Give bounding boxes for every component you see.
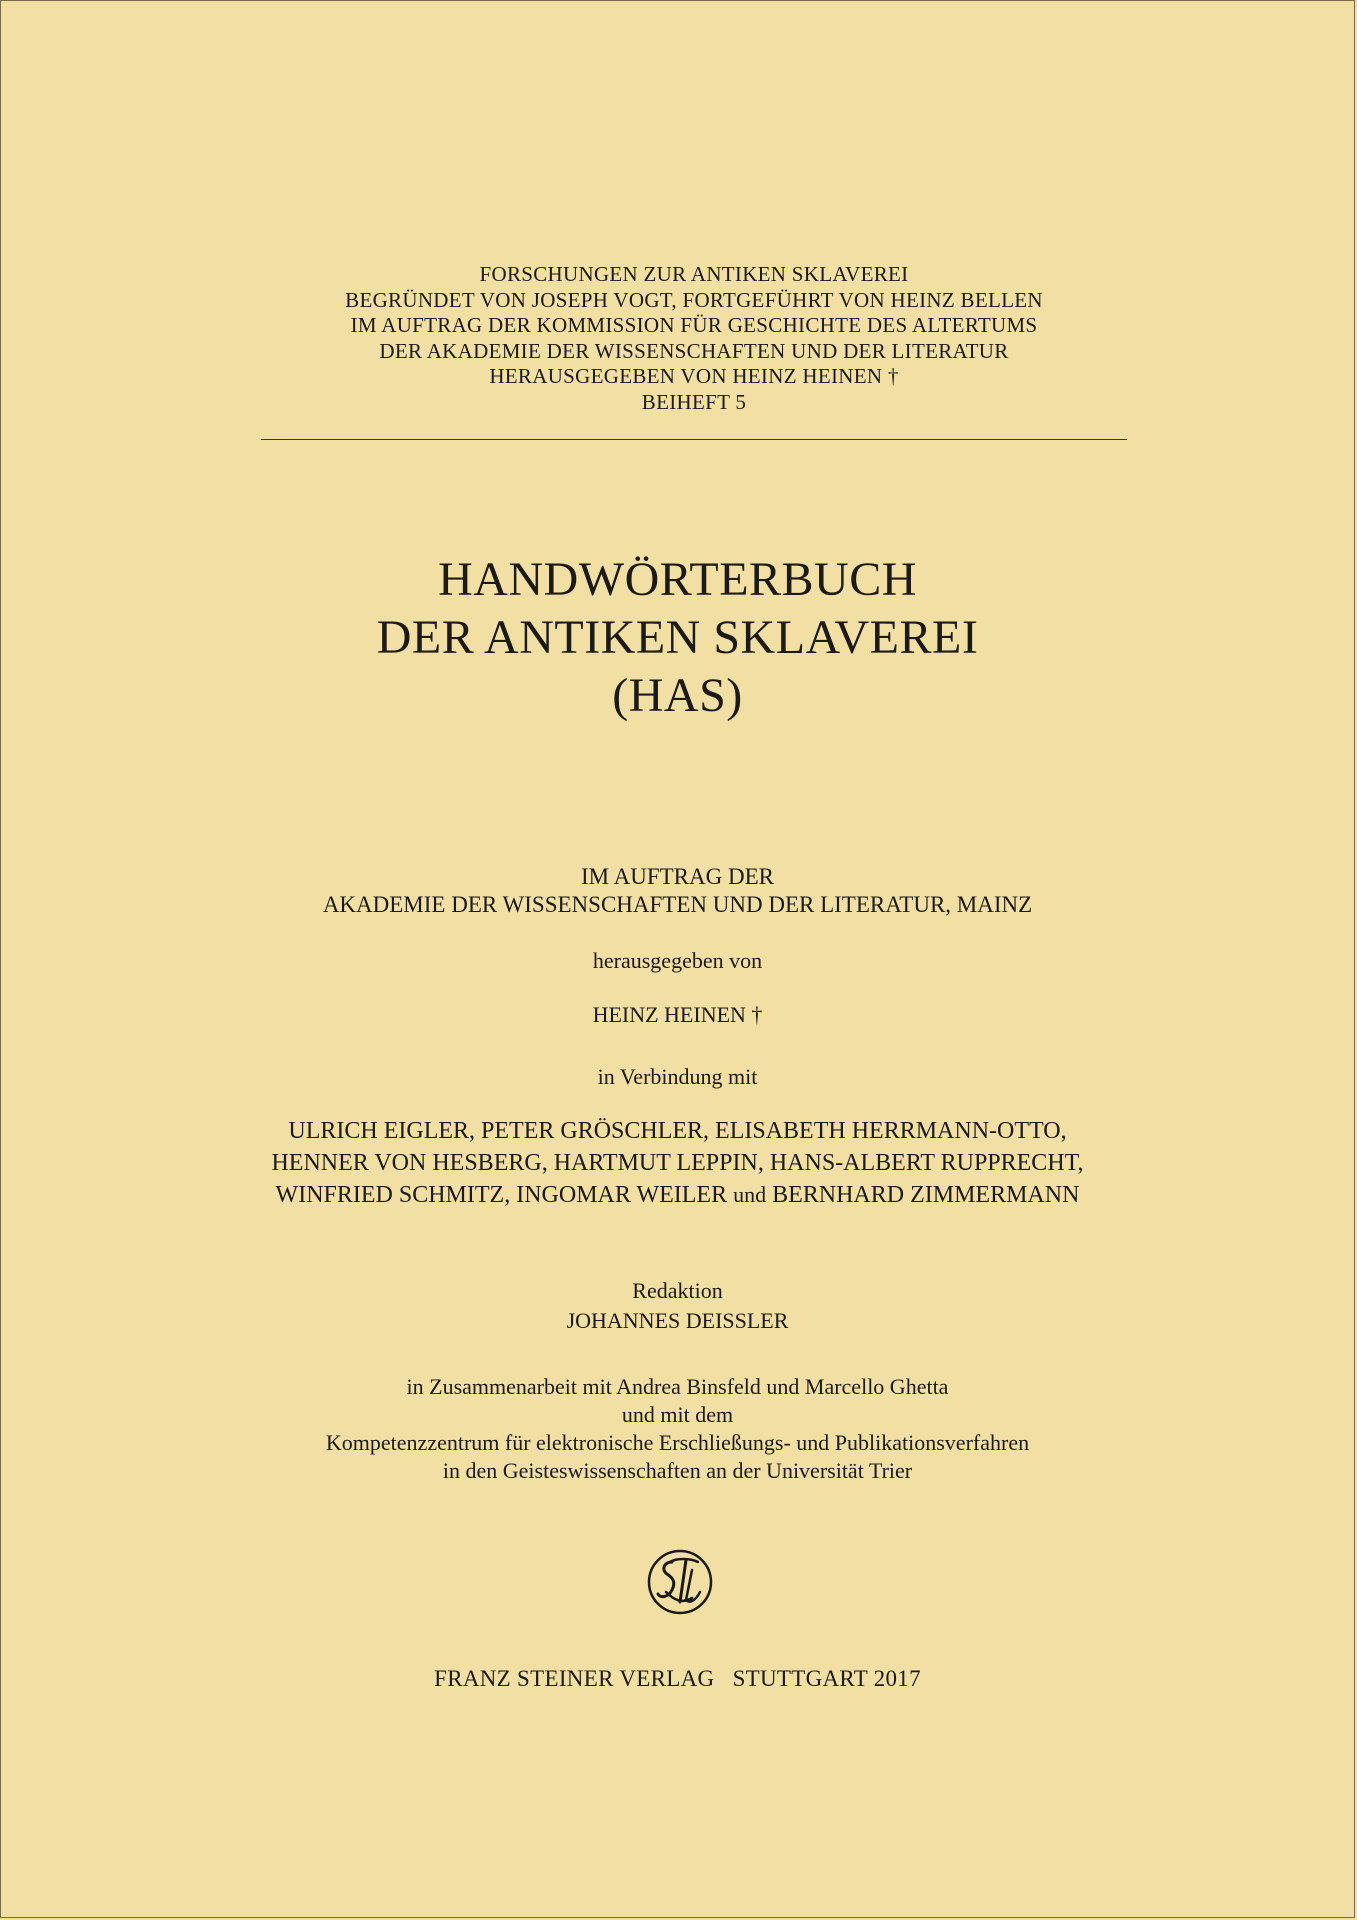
book-title-line-3: (HAS)	[612, 669, 743, 722]
contributors-line-2: HENNER VON HESBERG, HARTMUT LEPPIN, HANS-ALBERT RUPPRECHT,	[271, 1150, 1084, 1176]
contributors-line-1: ULRICH EIGLER, PETER GRÖSCHLER, ELISABETH HERRMANN-OTTO,	[288, 1118, 1067, 1144]
commission-statement	[1, 863, 1354, 919]
commission-line-2: AKADEMIE DER WISSENSCHAFTEN UND DER LITERATUR, MAINZ	[322, 892, 1033, 917]
series-header	[261, 262, 1127, 415]
series-commission: IM AUFTRAG DER KOMMISSION FÜR GESCHICHTE DES ALTERTUMS	[350, 313, 1038, 337]
redaktion-label: Redaktion	[632, 1278, 723, 1303]
contributors-and: und	[733, 1182, 767, 1207]
edited-by-label: herausgegeben von	[592, 948, 763, 973]
redaktion-block	[1, 1276, 1354, 1336]
publisher-logo-icon	[646, 1548, 714, 1616]
series-academy: DER AKADEMIE DER WISSENSCHAFTEN UND DER LITERATUR	[379, 338, 1009, 363]
collaboration-line-3: Kompetenzzentrum für elektronische Erschließungs- und Publikationsverfahren	[325, 1430, 1030, 1455]
editor-name: HEINZ HEINEN †	[592, 1002, 763, 1027]
collaboration-line-4: in den Geisteswissenschaften an der Universität Trier	[442, 1458, 913, 1483]
contributors-line-3-names-a: WINFRIED SCHMITZ, INGOMAR WEILER	[275, 1182, 728, 1208]
collaboration-block	[1, 1373, 1354, 1485]
series-volume: BEIHEFT 5	[641, 389, 747, 414]
redaktion-name: JOHANNES DEISSLER	[566, 1308, 789, 1333]
header-divider	[261, 439, 1127, 440]
series-title: FORSCHUNGEN ZUR ANTIKEN SKLAVEREI	[479, 262, 909, 286]
collaboration-line-2: und mit dem	[621, 1402, 734, 1427]
series-founders: BEGRÜNDET VON JOSEPH VOGT, FORTGEFÜHRT VON HEINZ BELLEN	[345, 287, 1043, 312]
series-editor: HERAUSGEGEBEN VON HEINZ HEINEN †	[489, 364, 899, 388]
in-connection-label: in Verbindung mit	[597, 1064, 758, 1089]
collaboration-line-1: in Zusammenarbeit mit Andrea Binsfeld und Marcello Ghetta	[406, 1374, 949, 1399]
book-title-line-2: DER ANTIKEN SKLAVEREI	[376, 611, 979, 664]
book-title	[1, 551, 1354, 725]
book-title-line-1: HANDWÖRTERBUCH	[438, 553, 917, 606]
contributors-list	[1, 1115, 1354, 1211]
contributors-line-3	[1, 1179, 1354, 1211]
commission-line-1: IM AUFTRAG DER	[581, 864, 774, 889]
publisher-imprint: FRANZ STEINER VERLAG STUTTGART 2017	[434, 1666, 921, 1691]
contributors-line-3-names-b: BERNHARD ZIMMERMANN	[772, 1182, 1080, 1208]
